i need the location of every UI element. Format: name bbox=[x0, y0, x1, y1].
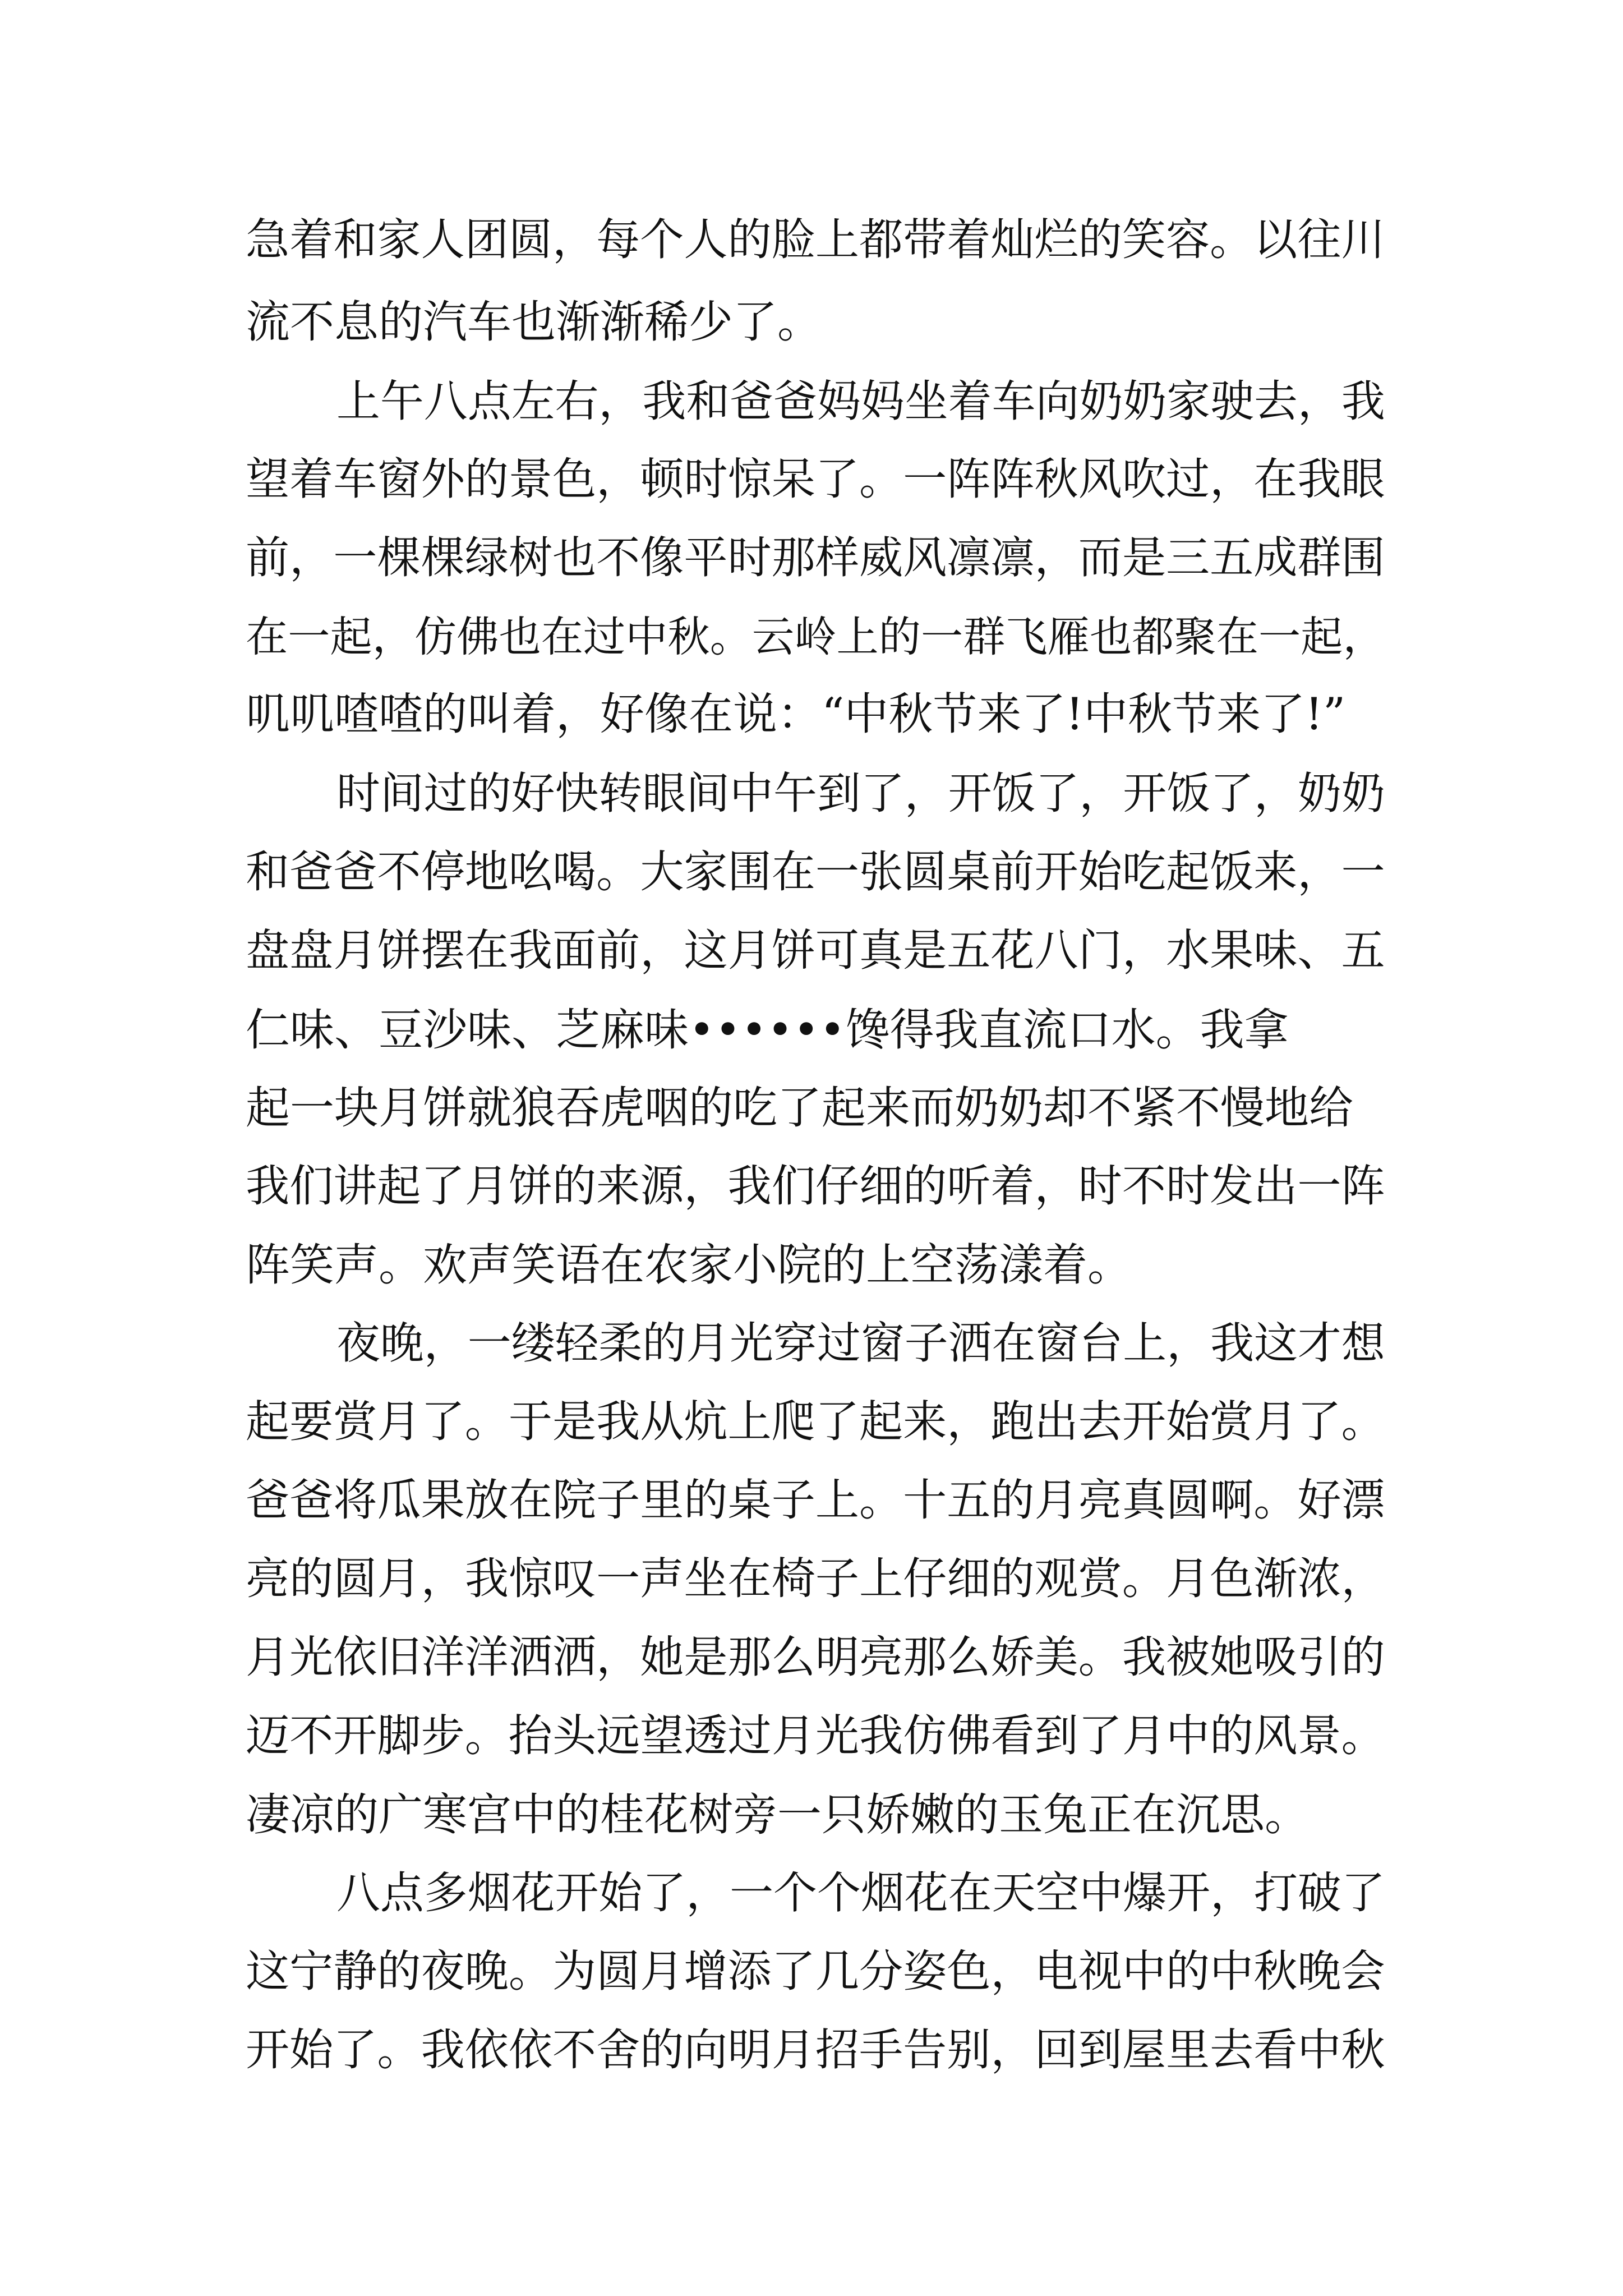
text-line: 在一起，仿佛也在过中秋。云岭上的一群飞雁也都聚在一起， bbox=[246, 612, 1385, 661]
paragraph-first-line: 八点多烟花开始了，一个个烟花在天空中爆开，打破了 bbox=[336, 1868, 1385, 1918]
text-line: 望着车窗外的景色，顿时惊呆了。一阵阵秋风吹过，在我眼 bbox=[246, 454, 1385, 505]
text-line: 这宁静的夜晚。为圆月增添了几分姿色，电视中的中秋晚会 bbox=[246, 1946, 1385, 1997]
text-line: 我们讲起了月饼的来源，我们仔细的听着，时不时发出一阵 bbox=[246, 1161, 1385, 1212]
text-line: 盘盘月饼摆在我面前，这月饼可真是五花八门，水果味、五 bbox=[246, 925, 1385, 976]
text-line: 急着和家人团圆，每个人的脸上都带着灿烂的笑容。以往川 bbox=[246, 214, 1385, 265]
text-line: 开始了。我依依不舍的向明月招手告别，回到屋里去看中秋 bbox=[246, 2024, 1385, 2076]
text-line: 前，一棵棵绿树也不像平时那样威风凛凛，而是三五成群围 bbox=[246, 532, 1385, 583]
text-line: 月光依旧洋洋洒洒，她是那么明亮那么娇美。我被她吸引的 bbox=[246, 1632, 1385, 1683]
paragraph-first-line: 上午八点左右，我和爸爸妈妈坐着车向奶奶家驶去，我 bbox=[336, 376, 1385, 427]
text-line: 亮的圆月，我惊叹一声坐在椅子上仔细的观赏。月色渐浓， bbox=[246, 1553, 1385, 1604]
text-line: 流不息的汽车也渐渐稀少了。 bbox=[246, 296, 822, 348]
text-line: 爸爸将瓜果放在院子里的桌子上。十五的月亮真圆啊。好漂 bbox=[246, 1475, 1385, 1526]
paragraph-first-line: 时间过的好快转眼间中午到了，开饭了，开饭了，奶奶 bbox=[336, 769, 1385, 819]
text-line: 叽叽喳喳的叫着，好像在说：“中秋节来了!中秋节来了!” bbox=[246, 688, 1346, 740]
text-line: 迈不开脚步。抬头远望透过月光我仿佛看到了月中的风景。 bbox=[246, 1710, 1385, 1761]
text-line: 仁味、豆沙味、芝麻味••••••馋得我直流口水。我拿 bbox=[246, 1004, 1289, 1056]
text-line: 阵笑声。欢声笑语在农家小院的上空荡漾着。 bbox=[246, 1239, 1132, 1291]
text-line: 起要赏月了。于是我从炕上爬了起来，跑出去开始赏月了。 bbox=[246, 1396, 1385, 1447]
text-line: 凄凉的广寒宫中的桂花树旁一只娇嫩的玉兔正在沉思。 bbox=[246, 1789, 1309, 1841]
paragraph-first-line: 夜晚，一缕轻柔的月光穿过窗子洒在窗台上，我这才想 bbox=[336, 1318, 1385, 1369]
text-line: 和爸爸不停地吆喝。大家围在一张圆桌前开始吃起饭来，一 bbox=[246, 846, 1385, 898]
text-line: 起一块月饼就狼吞虎咽的吃了起来而奶奶却不紧不慢地给 bbox=[246, 1082, 1353, 1134]
